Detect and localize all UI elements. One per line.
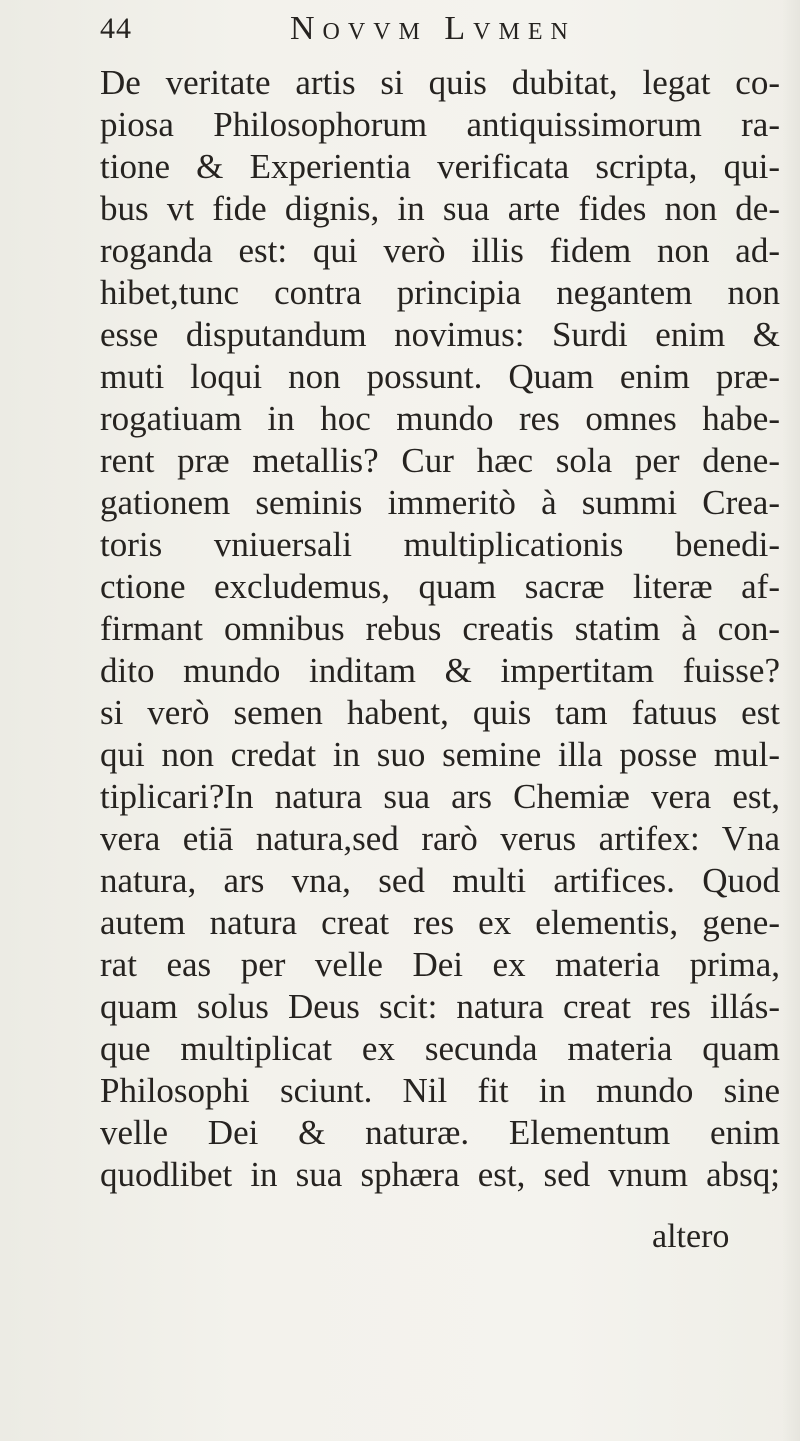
page-edge-shadow <box>782 0 800 1441</box>
text-line: que multiplicat ex secunda materia quam <box>100 1029 780 1068</box>
page-number: 44 <box>100 12 132 45</box>
text-line: ctione excludemus, quam sacræ literæ af- <box>100 567 780 606</box>
text-line: firmant omnibus rebus creatis statim à con- <box>100 609 780 648</box>
text-line: toris vniuersali multiplicationis benedi- <box>100 525 780 564</box>
text-line: tiplicari?In natura sua ars Chemiæ vera est, <box>100 777 780 816</box>
text-line: vera etiā natura,sed rarò verus artifex: Vna <box>100 819 780 858</box>
text-line: quodlibet in sua sphæra est, sed vnum absq; <box>100 1155 780 1194</box>
text-line: roganda est: qui verò illis fidem non ad- <box>100 231 780 270</box>
text-line: hibet,tunc contra principia negantem non <box>100 273 780 312</box>
text-line: bus vt fide dignis, in sua arte fides non de- <box>100 189 780 228</box>
text-line: Philosophi sciunt. Nil fit in mundo sine <box>100 1071 780 1110</box>
text-line: natura, ars vna, sed multi artifices. Quod <box>100 861 780 900</box>
text-line: rent præ metallis? Cur hæc sola per dene- <box>100 441 780 480</box>
text-line: tione & Experientia verificata scripta, qui- <box>100 147 780 186</box>
text-line: muti loqui non possunt. Quam enim præ- <box>100 357 780 396</box>
text-line: autem natura creat res ex elementis, gene- <box>100 903 780 942</box>
text-line: gationem seminis immeritò à summi Crea- <box>100 483 780 522</box>
text-line: dito mundo inditam & impertitam fuisse? <box>100 651 780 690</box>
text-line: velle Dei & naturæ. Elementum enim <box>100 1113 780 1152</box>
text-line: esse disputandum novimus: Surdi enim & <box>100 315 780 354</box>
text-line: si verò semen habent, quis tam fatuus est <box>100 693 780 732</box>
body-text <box>100 62 780 1196</box>
text-line: De veritate artis si quis dubitat, legat co- <box>100 63 780 102</box>
running-title: Novvm Lvmen <box>290 10 576 47</box>
text-line: qui non credat in suo semine illa posse mul- <box>100 735 780 774</box>
text-line: piosa Philosophorum antiquissimorum ra- <box>100 105 780 144</box>
catchword: altero <box>652 1218 730 1255</box>
text-line: rat eas per velle Dei ex materia prima, <box>100 945 780 984</box>
text-line: quam solus Deus scit: natura creat res illás- <box>100 987 780 1026</box>
text-line: rogatiuam in hoc mundo res omnes habe- <box>100 399 780 438</box>
page-header <box>100 12 700 52</box>
